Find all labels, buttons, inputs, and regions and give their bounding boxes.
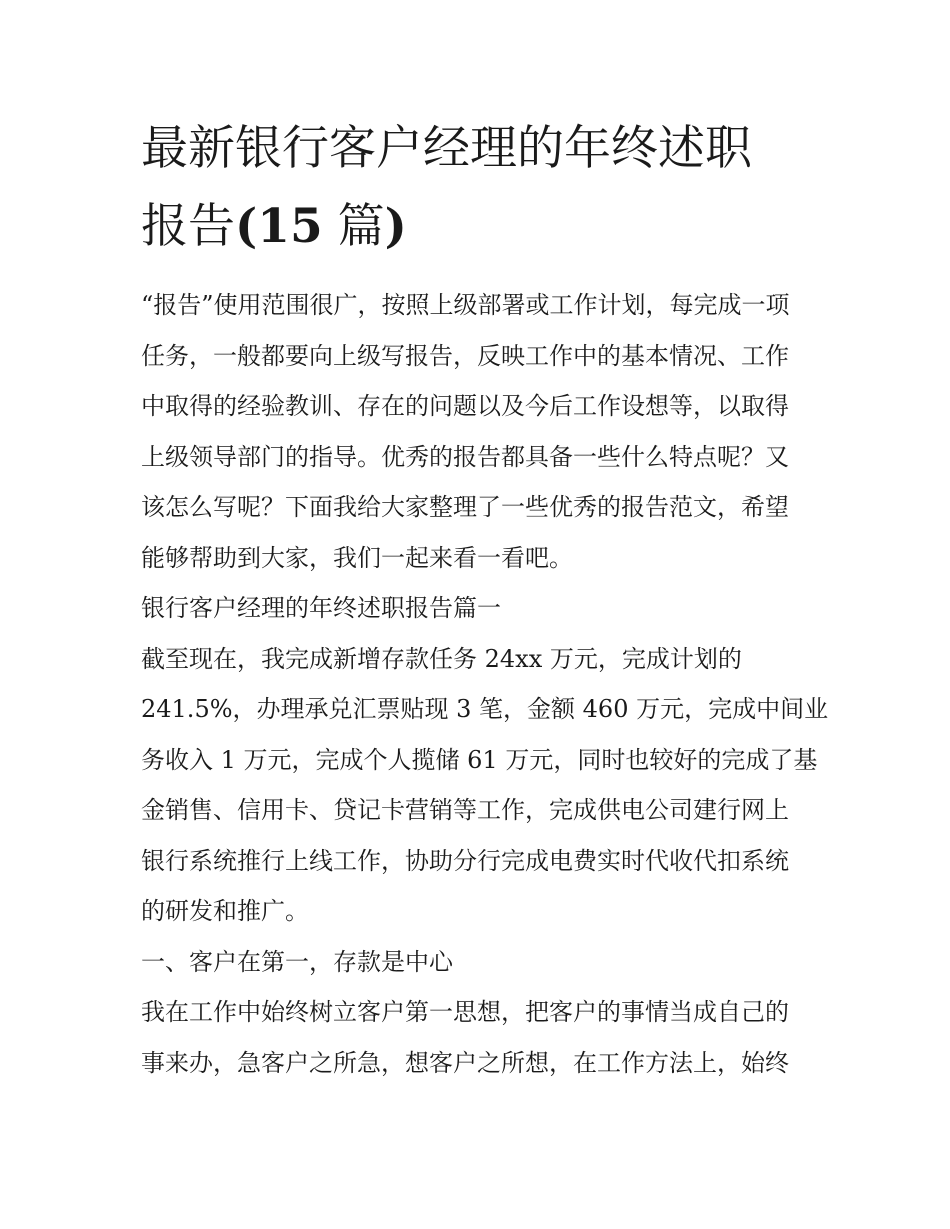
title-line-2: 报告(15 篇) xyxy=(141,199,407,254)
body-line: 我在工作中始终树立客户第一思想，把客户的事情当成自己的 xyxy=(141,998,789,1026)
body-line: 241.5%，办理承兑汇票贴现 3 笔，金额 460 万元，完成中间业 xyxy=(141,695,829,723)
body-line: 该怎么写呢？下面我给大家整理了一些优秀的报告范文，希望 xyxy=(141,493,789,521)
title-line-1: 最新银行客户经理的年终述职 xyxy=(141,121,752,176)
body-line: 事来办，急客户之所急，想客户之所想，在工作方法上，始终 xyxy=(141,1048,789,1077)
body-line: 上级领导部门的指导。优秀的报告都具备一些什么特点呢？又 xyxy=(141,442,789,471)
body-line: 金销售、信用卡、贷记卡营销等工作，完成供电公司建行网上 xyxy=(141,796,789,824)
body-line: 任务，一般都要向上级写报告，反映工作中的基本情况、工作 xyxy=(141,341,789,370)
section-heading: 银行客户经理的年终述职报告篇一 xyxy=(141,594,501,622)
body-line: 务收入 1 万元，完成个人揽储 61 万元，同时也较好的完成了基 xyxy=(141,745,818,774)
body-line: 截至现在，我完成新增存款任务 24xx 万元，完成计划的 xyxy=(141,644,742,673)
body-line: 的研发和推广。 xyxy=(141,897,309,925)
document-body xyxy=(141,280,829,1088)
body-line: 中取得的经验教训、存在的问题以及今后工作设想等，以取得 xyxy=(141,392,789,420)
body-line: 能够帮助到大家，我们一起来看一看吧。 xyxy=(141,543,573,572)
document-page xyxy=(141,110,829,1088)
subsection-heading: 一、客户在第一，存款是中心 xyxy=(141,947,453,976)
body-line: “报告”使用范围很广，按照上级部署或工作计划，每完成一项 xyxy=(141,291,790,319)
body-line: 银行系统推行上线工作，协助分行完成电费实时代收代扣系统 xyxy=(141,846,789,875)
document-title xyxy=(141,110,821,266)
